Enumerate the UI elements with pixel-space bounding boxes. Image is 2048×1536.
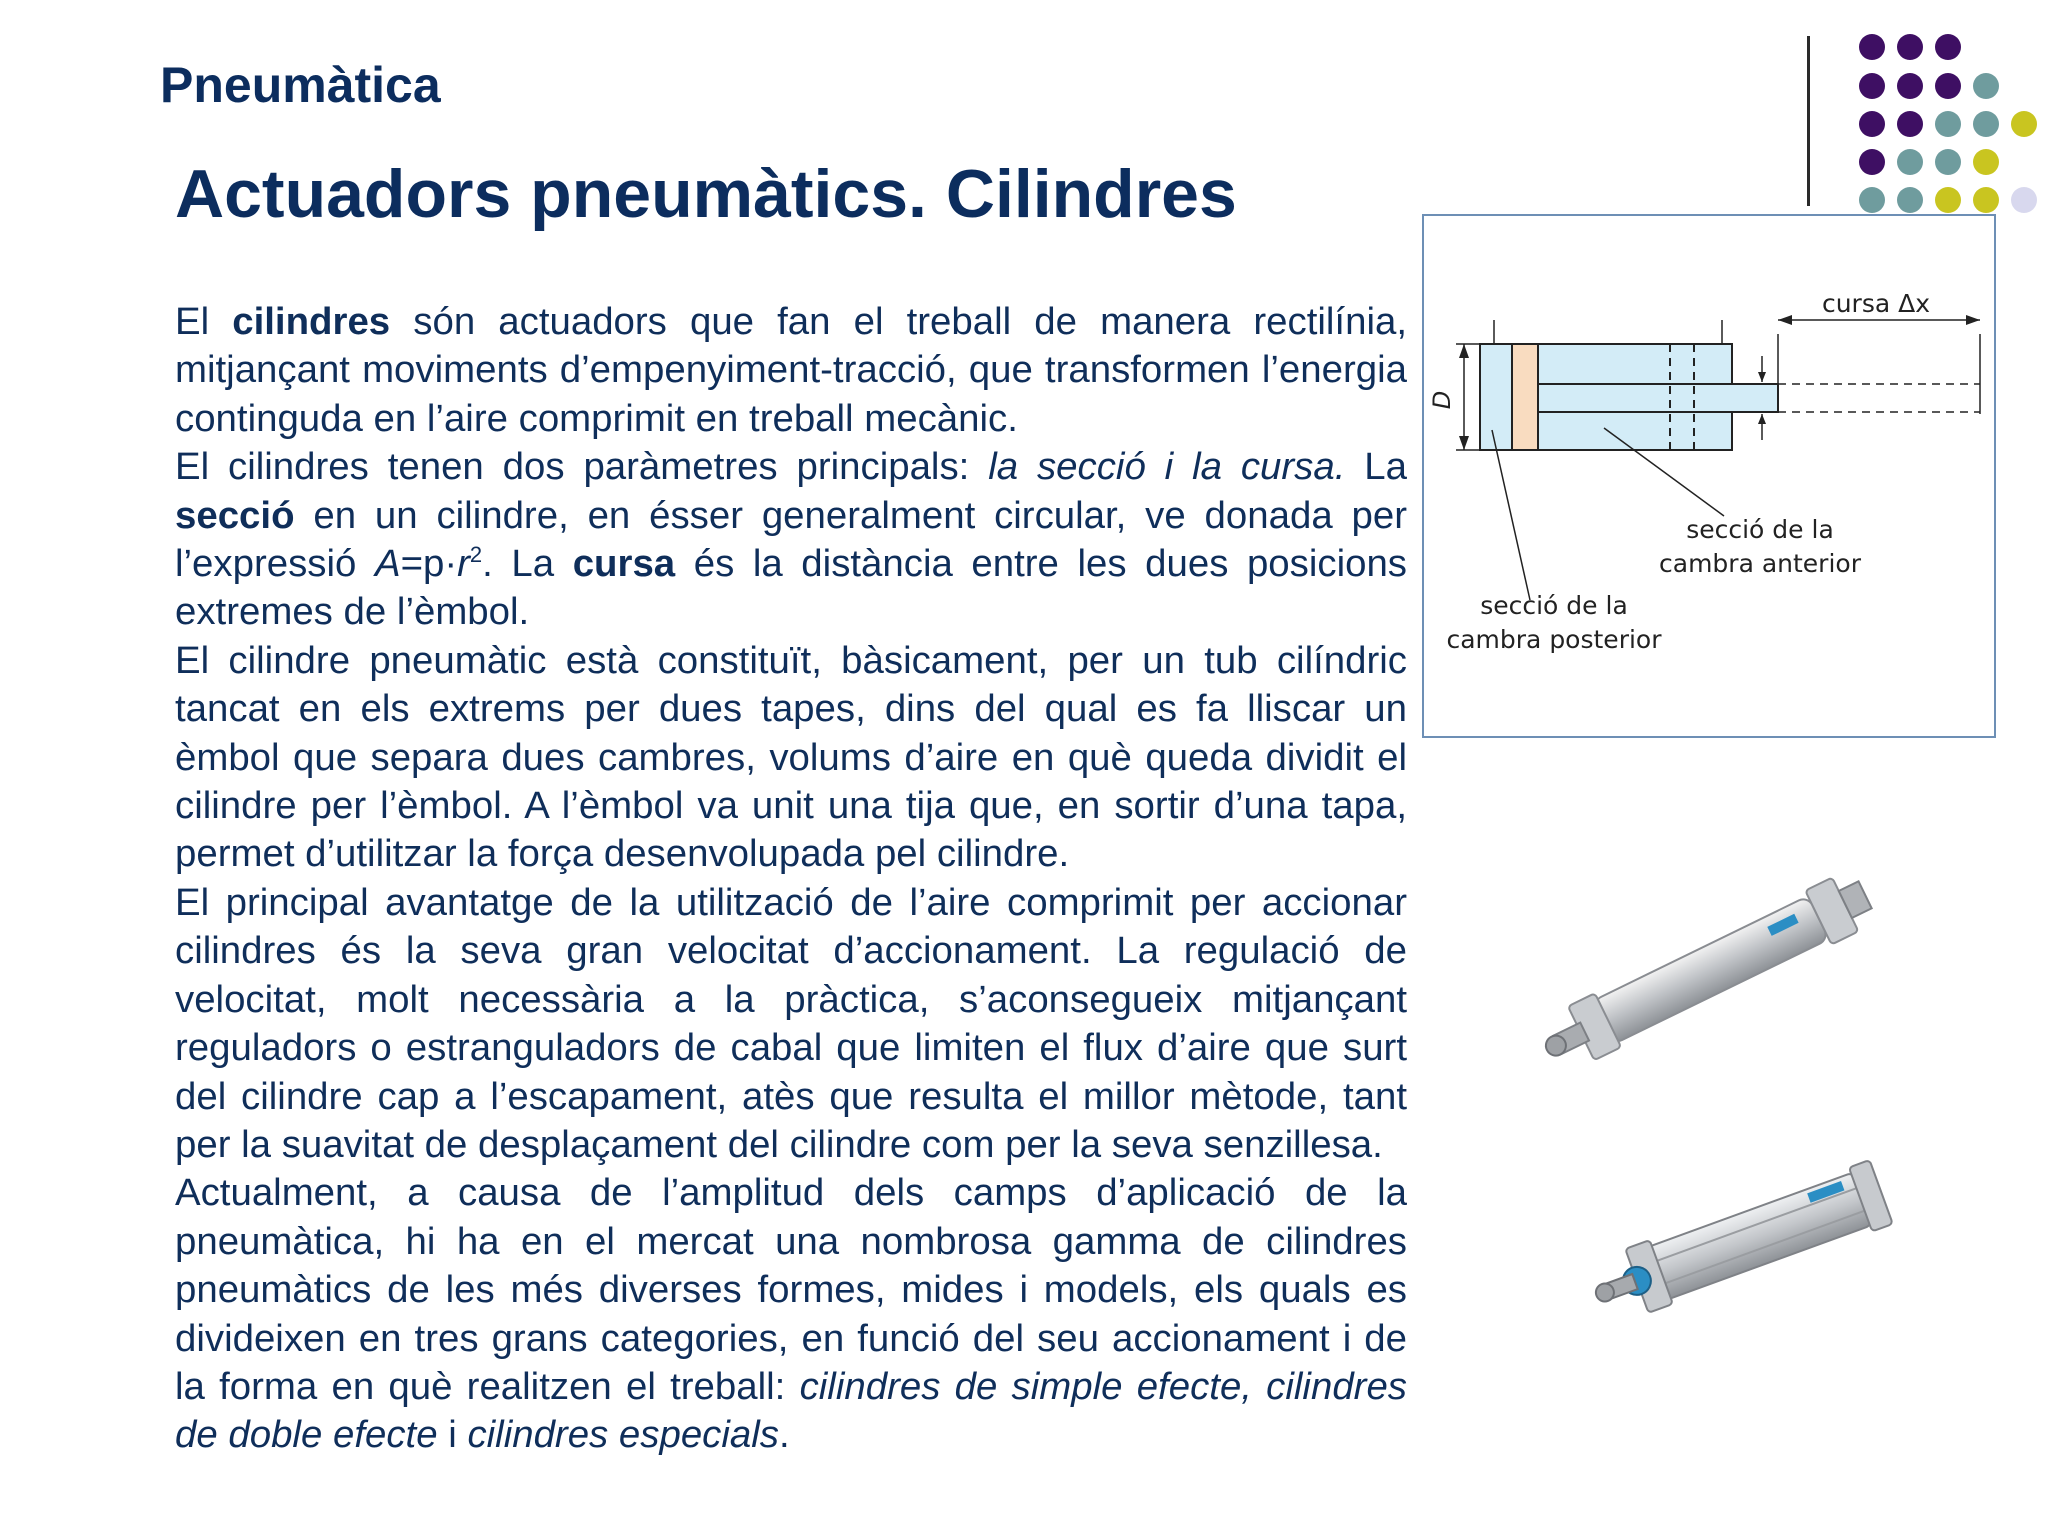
header-divider bbox=[1807, 36, 1810, 206]
cylinder-diagram-svg bbox=[1424, 216, 1994, 736]
paragraph-parameters: El cilindres tenen dos paràmetres principals: la secció i la cursa. La secció en un cilindre, en ésser generalment circular, ve donada per l’expressió $A=p\cdot r^2$. La cursa és la distància entre les dues posicions extremes de l’èmbol. bbox=[175, 445, 1408, 634]
paragraph-construction: El cilindre pneumàtic està constituït, bàsicament, per un tub cilíndric tancat en els extrems per dues tapes, dins del qual es fa lliscar un èmbol que separa dues cambres, volums d’aire en què queda dividit el cilindre per l’èmbol. A l’èmbol va unit una tija que, en sortir d’una tapa, permet d’utilitzar la força desenvolupada pel cilindre. bbox=[175, 638, 1407, 876]
piston-rod bbox=[1538, 384, 1778, 412]
paragraph-definition: El cilindres són actuadors que fan el treball de manera rectilínia, mitjançant moviments d’empenyiment-tracció, que transformen l’energia continguda en l’aire comprimit en treball mecànic. bbox=[175, 300, 1407, 440]
paragraph-advantage: El principal avantatge de la utilització de l’aire comprimit per accionar cilindres és la seva gran velocitat d’accionament. La regulació de velocitat, molt necessària a la pràctica, s’aconsegueix mitjançant reguladors o estranguladors de cabal que limiten el flux d’aire que surt del cilindre cap a l’escapament, atès que resulta el millor mètode, tant per la suavitat de desplaçament del cilindre com per la seva senzillesa. bbox=[175, 880, 1407, 1166]
front-chamber-label-line2: cambra anterior bbox=[1659, 549, 1861, 578]
page-title: Actuadors pneumàtics. Cilindres bbox=[175, 156, 1237, 232]
rear-chamber-label-line1: secció de la bbox=[1480, 591, 1628, 620]
piston bbox=[1512, 344, 1538, 450]
cylinder-diagram bbox=[1422, 214, 1996, 738]
stroke-label: cursa Δx bbox=[1821, 289, 1931, 318]
front-chamber-label-line1: secció de la bbox=[1686, 515, 1834, 544]
section-title: Pneumàtica bbox=[160, 57, 441, 113]
body-text bbox=[175, 298, 1407, 1460]
profile-cylinder-photo bbox=[1590, 1140, 1920, 1340]
diameter-label: D bbox=[1428, 390, 1456, 410]
round-cylinder-photo bbox=[1530, 858, 1900, 1078]
paragraph-types: Actualment, a causa de l’amplitud dels camps d’aplicació de la pneumàtica, hi ha en el mercat una nombrosa gamma de cilindres pneumàtics de les més diverses formes, mides i models, els quals es divideixen en tres grans categories, en funció del seu accionament i de la forma en què realitzen el treball: cilindres de simple efecte, cilindres de doble efecte i cilindres especials. bbox=[175, 1171, 1407, 1457]
rear-chamber-label-line2: cambra posterior bbox=[1446, 625, 1662, 654]
